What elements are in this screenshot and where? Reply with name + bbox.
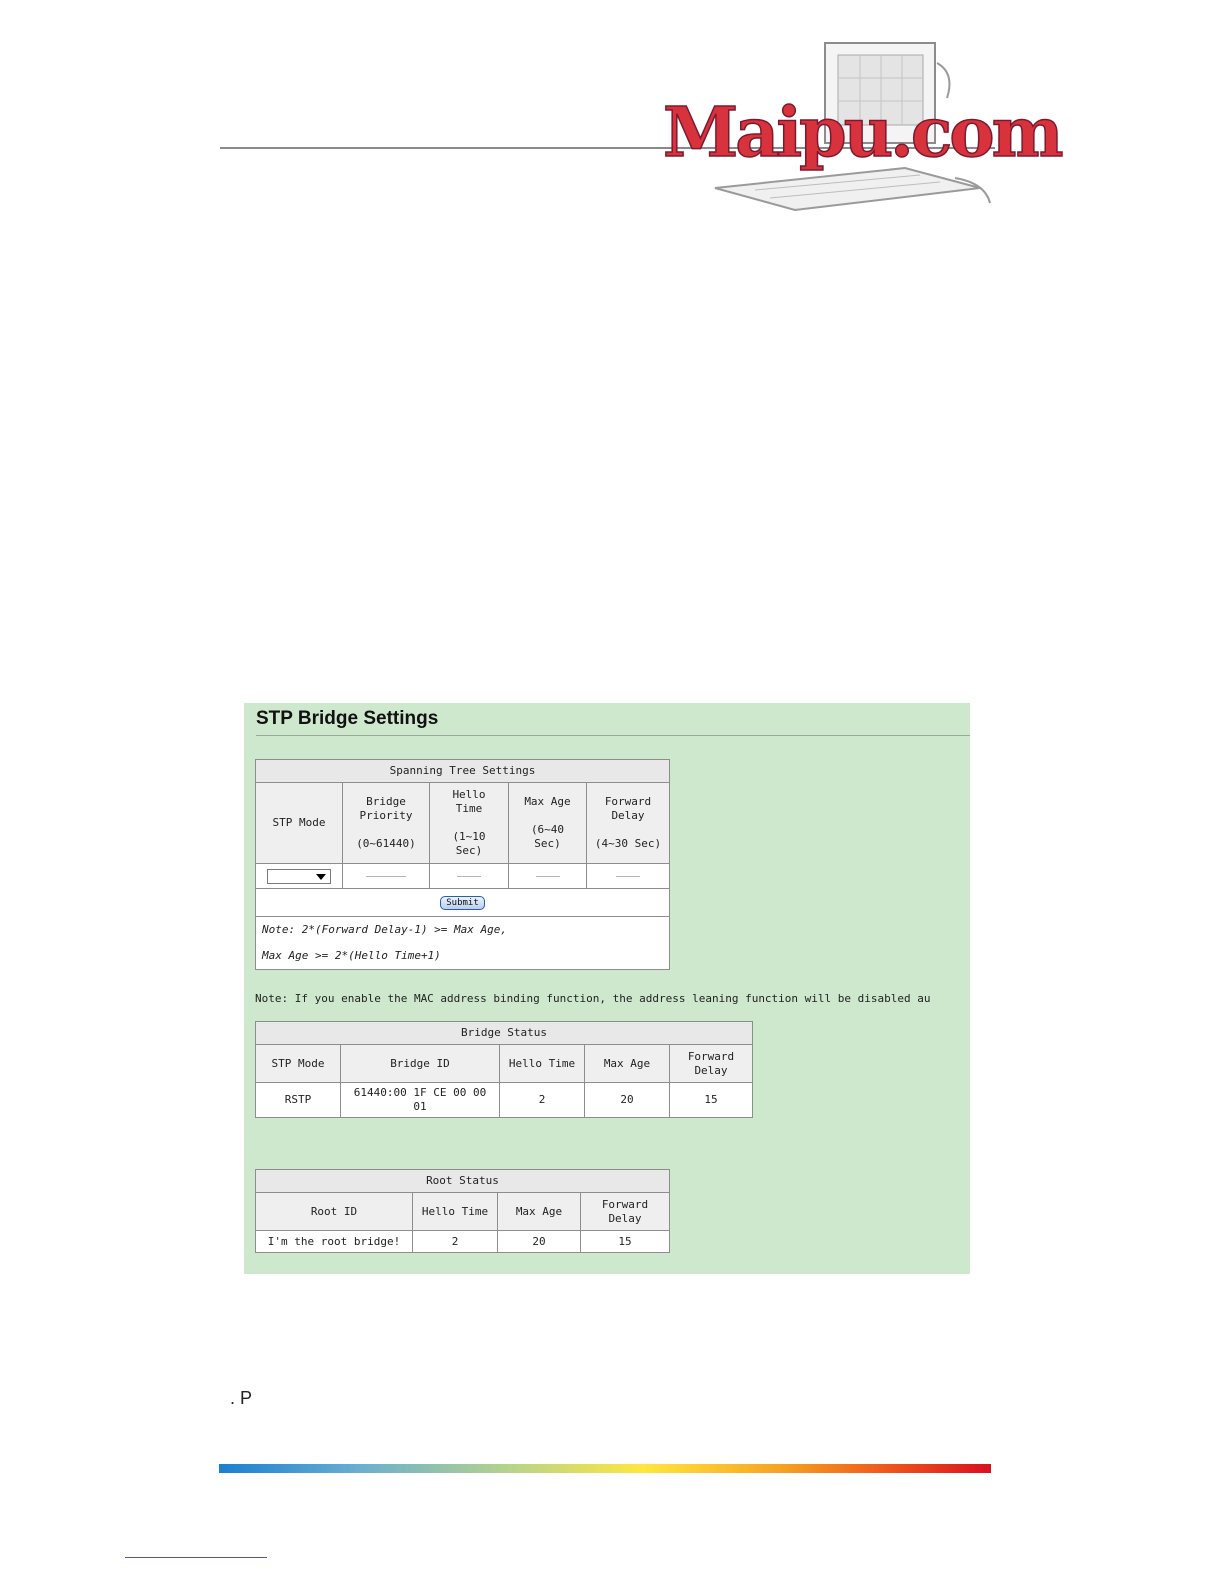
header-hello-time: Hello Time bbox=[500, 1045, 585, 1083]
header-range: (6~40 Sec) bbox=[530, 823, 565, 850]
header-max-age: Max Age bbox=[585, 1045, 670, 1083]
bridge-priority-input[interactable] bbox=[366, 876, 406, 877]
header-label: Max Age bbox=[524, 795, 571, 808]
stp-mode-cell bbox=[256, 864, 343, 889]
header-stp-mode: STP Mode bbox=[256, 783, 343, 864]
header-label: Hello Time bbox=[452, 788, 486, 815]
title-rule bbox=[256, 735, 970, 736]
footer-gradient-bar bbox=[219, 1464, 991, 1473]
note-formula-2: Max Age >= 2*(Hello Time+1) bbox=[256, 943, 670, 970]
cell-max-age: 20 bbox=[498, 1231, 581, 1253]
hello-time-input[interactable] bbox=[457, 876, 481, 877]
header-bridge-priority bbox=[343, 783, 430, 864]
logo-text: Maipu.com bbox=[663, 93, 1061, 173]
header-max-age: Max Age bbox=[498, 1193, 581, 1231]
table-caption: Root Status bbox=[256, 1170, 670, 1193]
note-formula-1: Note: 2*(Forward Delay-1) >= Max Age, bbox=[256, 917, 670, 944]
header-hello-time bbox=[430, 783, 509, 864]
page-marker: . P bbox=[230, 1388, 253, 1408]
header-forward-delay bbox=[587, 783, 670, 864]
cell-hello-time: 2 bbox=[500, 1083, 585, 1118]
spanning-tree-settings-table bbox=[255, 759, 670, 970]
hello-time-cell bbox=[430, 864, 509, 889]
header-label: Forward Delay bbox=[601, 1197, 649, 1225]
header-label: Forward Delay bbox=[687, 1049, 735, 1077]
root-status-table bbox=[255, 1169, 670, 1253]
header-range: (1~10 Sec) bbox=[452, 830, 486, 857]
forward-delay-cell bbox=[587, 864, 670, 889]
header-label: Forward Delay bbox=[604, 795, 652, 822]
header-stp-mode: STP Mode bbox=[256, 1045, 341, 1083]
table-caption: Spanning Tree Settings bbox=[256, 760, 670, 783]
bridge-priority-cell bbox=[343, 864, 430, 889]
header-hello-time: Hello Time bbox=[413, 1193, 498, 1231]
header-range: (0~61440) bbox=[356, 837, 416, 850]
header-range: (4~30 Sec) bbox=[594, 837, 662, 850]
submit-row bbox=[256, 889, 670, 917]
header-forward-delay bbox=[670, 1045, 753, 1083]
cell-root-id: I'm the root bridge! bbox=[256, 1231, 413, 1253]
header-label: Bridge Priority bbox=[359, 795, 413, 822]
cell-max-age: 20 bbox=[585, 1083, 670, 1118]
header-max-age bbox=[509, 783, 587, 864]
submit-button[interactable]: Submit bbox=[440, 896, 485, 910]
bridge-status-table bbox=[255, 1021, 753, 1118]
maipu-logo bbox=[655, 38, 1061, 213]
cell-forward-delay: 15 bbox=[581, 1231, 670, 1253]
chevron-down-icon bbox=[316, 874, 326, 880]
header-bridge-id: Bridge ID bbox=[341, 1045, 500, 1083]
cell-stp-mode: RSTP bbox=[256, 1083, 341, 1118]
header-forward-delay bbox=[581, 1193, 670, 1231]
header-root-id: Root ID bbox=[256, 1193, 413, 1231]
table-caption: Bridge Status bbox=[256, 1022, 753, 1045]
stp-mode-select[interactable] bbox=[267, 869, 331, 884]
cell-bridge-id: 61440:00 1F CE 00 00 01 bbox=[341, 1083, 500, 1118]
max-age-cell bbox=[509, 864, 587, 889]
stp-bridge-settings-panel bbox=[244, 703, 970, 1274]
mac-binding-note: Note: If you enable the MAC address binding function, the address leaning function will be disabled au bbox=[255, 992, 931, 1005]
forward-delay-input[interactable] bbox=[616, 876, 640, 877]
cell-forward-delay: 15 bbox=[670, 1083, 753, 1118]
panel-title: STP Bridge Settings bbox=[256, 708, 439, 729]
cell-hello-time: 2 bbox=[413, 1231, 498, 1253]
footer-link-underline bbox=[125, 1557, 267, 1558]
max-age-input[interactable] bbox=[536, 876, 560, 877]
